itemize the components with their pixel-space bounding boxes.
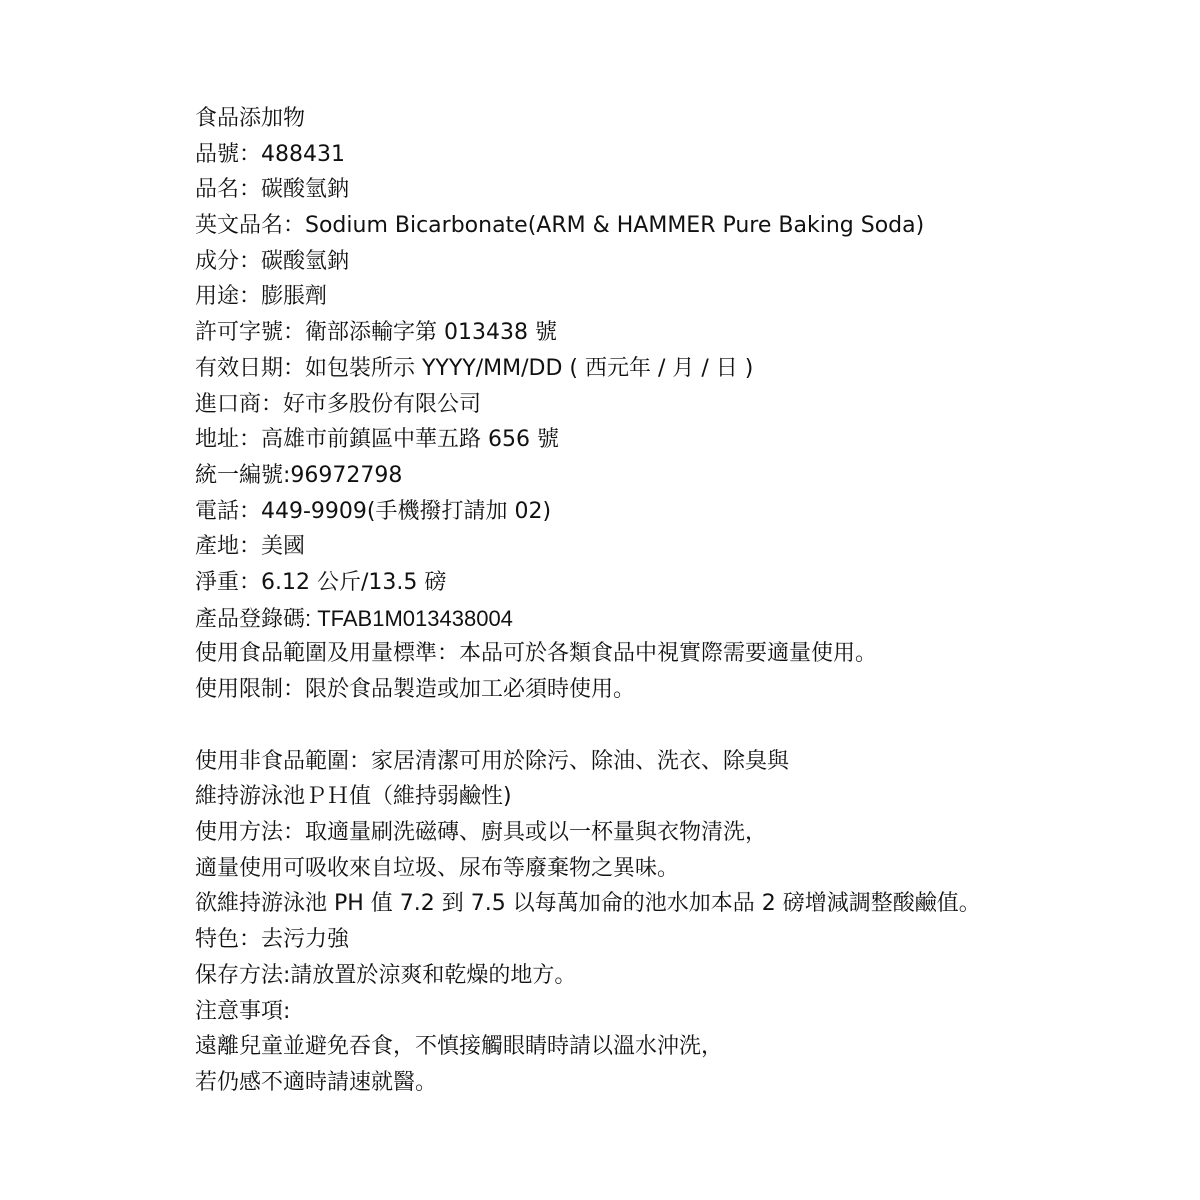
permit-number-line: 許可字號：衛部添輸字第 013438 號 [195, 320, 557, 346]
restriction-line: 使用限制：限於食品製造或加工必須時使用。 [195, 677, 636, 702]
notes-heading: 注意事項: [195, 998, 291, 1024]
storage-line: 保存方法:請放置於涼爽和乾燥的地方。 [195, 962, 577, 988]
category-line: 食品添加物 [195, 106, 306, 131]
method-line-1: 使用方法：取適量刷洗磁磚、廚具或以一杯量與衣物清洗， [195, 820, 768, 846]
tax-id-line: 統一編號:96972798 [195, 462, 403, 488]
notes-line-1: 遠離兒童並避免吞食，不慎接觸眼睛時請以溫水沖洗， [195, 1034, 724, 1060]
product-name-line: 品名：碳酸氫鈉 [195, 177, 350, 203]
english-name-line: 英文品名：Sodium Bicarbonate(ARM & HAMMER Pure Baking Soda) [195, 213, 925, 239]
importer-line: 進口商：好市多股份有限公司 [195, 391, 482, 417]
feature-line: 特色：去污力強 [195, 927, 350, 953]
net-weight-line: 淨重：6.12 公斤/13.5 磅 [195, 569, 447, 595]
nonfood-scope-line-2: 維持游泳池ＰＨ值（維持弱鹼性) [195, 784, 512, 810]
ingredient-line: 成分：碳酸氫鈉 [195, 248, 350, 274]
paragraph-gap [195, 708, 1175, 744]
phone-line: 電話：449-9909(手機撥打請加 02) [195, 498, 552, 524]
origin-line: 產地：美國 [195, 534, 306, 560]
product-number-line: 品號：488431 [195, 141, 345, 167]
food-scope-line: 使用食品範圍及用量標準：本品可於各類食品中視實際需要適量使用。 [195, 641, 878, 667]
method-line-3: 欲維持游泳池 PH 值 7.2 到 7.5 以每萬加侖的池水加本品 2 磅增減調整酸鹼值。 [195, 891, 981, 917]
expiry-line: 有效日期：如包裝所示 YYYY/MM/DD ( 西元年 / 月 / 日 ) [195, 355, 754, 381]
notes-line-2: 若仍感不適時請速就醫。 [195, 1069, 438, 1095]
nonfood-scope-line-1: 使用非食品範圍：家居清潔可用於除污、除油、洗衣、除臭與 [195, 748, 790, 774]
usage-line: 用途：膨脹劑 [195, 284, 328, 310]
registration-code-line: 產品登錄碼: TFAB1M013438004 [195, 605, 513, 631]
method-line-2: 適量使用可吸收來自垃圾、尿布等廢棄物之異味。 [195, 855, 680, 881]
address-line: 地址：高雄市前鎮區中華五路 656 號 [195, 427, 559, 453]
product-label-text [195, 101, 1175, 1101]
